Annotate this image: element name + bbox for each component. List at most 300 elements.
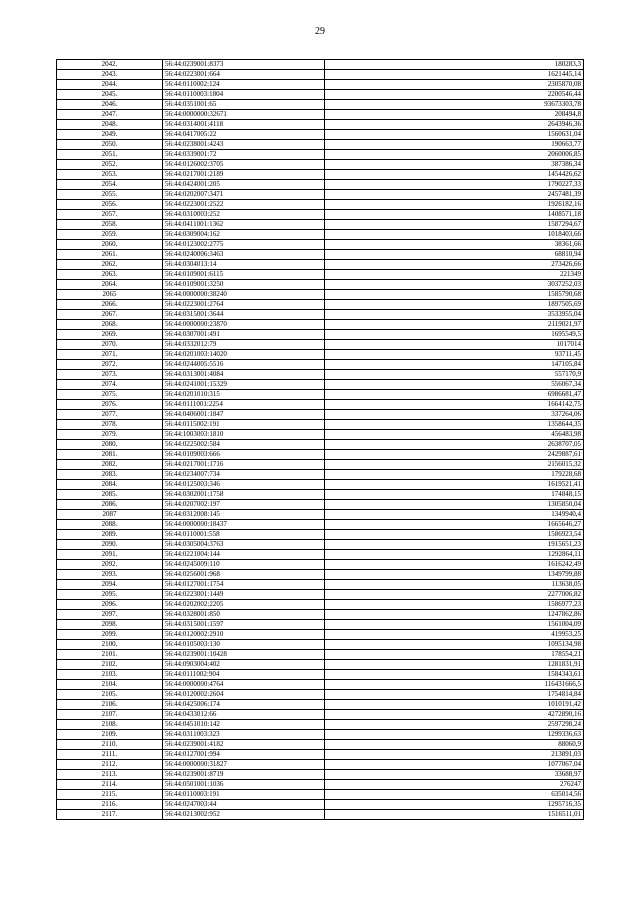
- cadastral-value: 1018403,66: [325, 230, 584, 240]
- table-row: [57, 380, 584, 390]
- cadastral-value: 147105,84: [325, 360, 584, 370]
- cadastral-number: 56:44:0406001:1847: [163, 410, 325, 420]
- cadastral-number: 56:44:0223001:1449: [163, 590, 325, 600]
- table-row: [57, 460, 584, 470]
- cadastral-value: 1586977,23: [325, 600, 584, 610]
- row-number: 2100.: [57, 640, 163, 650]
- cadastral-number: 56:44:0903004:402: [163, 660, 325, 670]
- row-number: 2069.: [57, 330, 163, 340]
- cadastral-number: 56:44:0244005:5516: [163, 360, 325, 370]
- table-row: [57, 530, 584, 540]
- cadastral-number: 56:44:0351001:65: [163, 100, 325, 110]
- cadastral-number: 56:44:0425006:174: [163, 700, 325, 710]
- row-number: 2091.: [57, 550, 163, 560]
- row-number: 2048.: [57, 120, 163, 130]
- cadastral-value: 1915651,23: [325, 540, 584, 550]
- table-row: [57, 540, 584, 550]
- table-row: [57, 190, 584, 200]
- row-number: 2049.: [57, 130, 163, 140]
- cadastral-number: 56:44:0256001:968: [163, 570, 325, 580]
- row-number: 2043.: [57, 70, 163, 80]
- table-row: [57, 270, 584, 280]
- cadastral-number: 56:44:0239001:4182: [163, 740, 325, 750]
- cadastral-value: 208494,8: [325, 110, 584, 120]
- row-number: 2080.: [57, 440, 163, 450]
- cadastral-number: 56:44:0223001:2522: [163, 200, 325, 210]
- table-row: [57, 260, 584, 270]
- cadastral-value: 1292864,11: [325, 550, 584, 560]
- table-row: [57, 230, 584, 240]
- cadastral-number: 56:44:0307001:491: [163, 330, 325, 340]
- row-number: 2093.: [57, 570, 163, 580]
- cadastral-number: 56:44:0451010:142: [163, 720, 325, 730]
- cadastral-number: 56:44:0109001:6115: [163, 270, 325, 280]
- row-number: 2057.: [57, 210, 163, 220]
- table-row: [57, 620, 584, 630]
- cadastral-number: 56:44:0241001:15329: [163, 380, 325, 390]
- row-number: 2055.: [57, 190, 163, 200]
- page-number: 29: [315, 26, 325, 37]
- cadastral-number: 56:44:0501001:1036: [163, 780, 325, 790]
- table-row: [57, 240, 584, 250]
- table-row: [57, 420, 584, 430]
- cadastral-value: 1695549,5: [325, 330, 584, 340]
- row-number: 2098.: [57, 620, 163, 630]
- table-row: [57, 690, 584, 700]
- table-row: [57, 60, 584, 70]
- table-row: [57, 410, 584, 420]
- table-row: [57, 580, 584, 590]
- table-row: [57, 610, 584, 620]
- cadastral-value: 1897505,69: [325, 300, 584, 310]
- table-row: [57, 700, 584, 710]
- cadastral-number: 56:44:0240006:3463: [163, 250, 325, 260]
- cadastral-number: 56:44:0424001:205: [163, 180, 325, 190]
- row-number: 2064.: [57, 280, 163, 290]
- cadastral-value: 3533955,04: [325, 310, 584, 320]
- row-number: 2102.: [57, 660, 163, 670]
- cadastral-number: 56:44:0123002:2775: [163, 240, 325, 250]
- cadastral-value: 180283,3: [325, 60, 584, 70]
- row-number: 2058.: [57, 220, 163, 230]
- table-row: [57, 480, 584, 490]
- table-row: [57, 340, 584, 350]
- cadastral-value: 1295716,35: [325, 800, 584, 810]
- cadastral-number: 56:44:0201010:315: [163, 390, 325, 400]
- table-row: [57, 810, 584, 820]
- row-number: 2083.: [57, 470, 163, 480]
- row-number: 2075.: [57, 390, 163, 400]
- cadastral-number: 56:44:0332012:79: [163, 340, 325, 350]
- cadastral-number: 56:44:0127001:994: [163, 750, 325, 760]
- cadastral-value: 213891,03: [325, 750, 584, 760]
- cadastral-number: 56:44:0313001:4084: [163, 370, 325, 380]
- row-number: 2097.: [57, 610, 163, 620]
- cadastral-number: 56:44:0120002:2910: [163, 630, 325, 640]
- cadastral-number: 56:44:0127001:1754: [163, 580, 325, 590]
- row-number: 2071.: [57, 350, 163, 360]
- row-number: 2050.: [57, 140, 163, 150]
- cadastral-number: 56:44:0207002:197: [163, 500, 325, 510]
- row-number: 2095.: [57, 590, 163, 600]
- table-row: [57, 200, 584, 210]
- cadastral-number: 56:44:0339001:72: [163, 150, 325, 160]
- cadastral-number: 56:44:0223001:664: [163, 70, 325, 80]
- cadastral-value: 2643946,36: [325, 120, 584, 130]
- table-row: [57, 280, 584, 290]
- row-number: 2046.: [57, 100, 163, 110]
- table-row: [57, 630, 584, 640]
- cadastral-value: 1664142,75: [325, 400, 584, 410]
- cadastral-number: 56:44:0111002:904: [163, 670, 325, 680]
- table-row: [57, 790, 584, 800]
- cadastral-number: 56:44:0115002:191: [163, 420, 325, 430]
- table-row: [57, 560, 584, 570]
- row-number: 2090.: [57, 540, 163, 550]
- cadastral-number: 56:44:0110001:558: [163, 530, 325, 540]
- cadastral-number: 56:44:0304013:14: [163, 260, 325, 270]
- cadastral-value: 68810,94: [325, 250, 584, 260]
- row-number: 2056.: [57, 200, 163, 210]
- table-row: [57, 660, 584, 670]
- cadastral-value: 276247: [325, 780, 584, 790]
- cadastral-value: 1077067,04: [325, 760, 584, 770]
- row-number: 2096.: [57, 600, 163, 610]
- table-row: [57, 110, 584, 120]
- table-row: [57, 220, 584, 230]
- row-number: 2066.: [57, 300, 163, 310]
- cadastral-value: 2119021,97: [325, 320, 584, 330]
- cadastral-number: 56:44:0000000:32671: [163, 110, 325, 120]
- cadastral-value: 2200546,44: [325, 90, 584, 100]
- cadastral-value: 88060,9: [325, 740, 584, 750]
- cadastral-number: 56:44:0109003:666: [163, 450, 325, 460]
- cadastral-value: 4272890,16: [325, 710, 584, 720]
- table-row: [57, 180, 584, 190]
- cadastral-number: 56:44:0328001:850: [163, 610, 325, 620]
- cadastral-number: 56:44:0000000:38240: [163, 290, 325, 300]
- table-row: [57, 520, 584, 530]
- cadastral-value: 1561004,09: [325, 620, 584, 630]
- row-number: 2082.: [57, 460, 163, 470]
- table-row: [57, 320, 584, 330]
- table-row: [57, 770, 584, 780]
- cadastral-value: 116431666,5: [325, 680, 584, 690]
- cadastral-value: 38361,66: [325, 240, 584, 250]
- row-number: 2042.: [57, 60, 163, 70]
- cadastral-number: 56:44:0225002:584: [163, 440, 325, 450]
- table-row: [57, 740, 584, 750]
- cadastral-number: 56:44:0202002:2205: [163, 600, 325, 610]
- table-row: [57, 670, 584, 680]
- table-row: [57, 800, 584, 810]
- table-row: [57, 360, 584, 370]
- table-row: [57, 490, 584, 500]
- cadastral-number: 56:44:0314001:4118: [163, 120, 325, 130]
- table-row: [57, 300, 584, 310]
- table-row: [57, 90, 584, 100]
- cadastral-value: 2429887,61: [325, 450, 584, 460]
- table-row: [57, 590, 584, 600]
- table-row: [57, 390, 584, 400]
- cadastral-value: 1408571,18: [325, 210, 584, 220]
- cadastral-value: 1665646,27: [325, 520, 584, 530]
- table-row: [57, 160, 584, 170]
- row-number: 2072.: [57, 360, 163, 370]
- row-number: 2088.: [57, 520, 163, 530]
- row-number: 2101.: [57, 650, 163, 660]
- row-number: 2084.: [57, 480, 163, 490]
- row-number: 2053.: [57, 170, 163, 180]
- table-row: [57, 350, 584, 360]
- cadastral-number: 56:44:0125003:346: [163, 480, 325, 490]
- cadastral-value: 1010191,42: [325, 700, 584, 710]
- cadastral-number: 56:44:0111001:2254: [163, 400, 325, 410]
- cadastral-value: 93673303,78: [325, 100, 584, 110]
- row-number: 2108.: [57, 720, 163, 730]
- cadastral-number: 56:44:0213002:952: [163, 810, 325, 820]
- cadastral-number: 56:44:0245009:110: [163, 560, 325, 570]
- row-number: 2070.: [57, 340, 163, 350]
- cadastral-number: 56:44:0120002:2604: [163, 690, 325, 700]
- table-row: [57, 70, 584, 80]
- table-row: [57, 510, 584, 520]
- table-row: [57, 100, 584, 110]
- row-number: 2104.: [57, 680, 163, 690]
- cadastral-number: 56:44:0239001:8373: [163, 60, 325, 70]
- cadastral-value: 1349799,88: [325, 570, 584, 580]
- cadastral-value: 2597298,24: [325, 720, 584, 730]
- cadastral-number: 56:44:0202007:3471: [163, 190, 325, 200]
- table-row: [57, 330, 584, 340]
- row-number: 2112.: [57, 760, 163, 770]
- cadastral-number: 56:44:0221004:144: [163, 550, 325, 560]
- row-number: 2092.: [57, 560, 163, 570]
- cadastral-value: 1586923,54: [325, 530, 584, 540]
- cadastral-value: 1587294,67: [325, 220, 584, 230]
- cadastral-number: 56:44:0239001:8719: [163, 770, 325, 780]
- cadastral-number: 56:44:0239001:10428: [163, 650, 325, 660]
- cadastral-number: 56:44:0302001:1758: [163, 490, 325, 500]
- cadastral-number: 56:44:0312008:145: [163, 510, 325, 520]
- table-row: [57, 430, 584, 440]
- row-number: 2089.: [57, 530, 163, 540]
- table-row: [57, 140, 584, 150]
- registry-table: [56, 59, 584, 820]
- row-number: 2114.: [57, 780, 163, 790]
- cadastral-value: 190663,77: [325, 140, 584, 150]
- cadastral-value: 387386,34: [325, 160, 584, 170]
- cadastral-number: 56:44:0000000:23870: [163, 320, 325, 330]
- row-number: 2085.: [57, 490, 163, 500]
- table-row: [57, 710, 584, 720]
- cadastral-number: 56:44:0305004:3763: [163, 540, 325, 550]
- table-row: [57, 730, 584, 740]
- table-row: [57, 720, 584, 730]
- cadastral-value: 1358644,35: [325, 420, 584, 430]
- row-number: 2060.: [57, 240, 163, 250]
- row-number: 2117.: [57, 810, 163, 820]
- row-number: 2109.: [57, 730, 163, 740]
- table-row: [57, 470, 584, 480]
- row-number: 2115.: [57, 790, 163, 800]
- cadastral-value: 1247862,86: [325, 610, 584, 620]
- row-number: 2081.: [57, 450, 163, 460]
- row-number: 2054.: [57, 180, 163, 190]
- cadastral-number: 56:44:0223001:2764: [163, 300, 325, 310]
- cadastral-number: 56:44:0247003:44: [163, 800, 325, 810]
- row-number: 2094.: [57, 580, 163, 590]
- row-number: 2063.: [57, 270, 163, 280]
- row-number: 2105.: [57, 690, 163, 700]
- cadastral-value: 337264,06: [325, 410, 584, 420]
- table-row: [57, 680, 584, 690]
- cadastral-value: 1281831,91: [325, 660, 584, 670]
- cadastral-number: 56:44:0201003:14020: [163, 350, 325, 360]
- row-number: 2077.: [57, 410, 163, 420]
- table-row: [57, 570, 584, 580]
- table-row: [57, 760, 584, 770]
- table-row: [57, 450, 584, 460]
- cadastral-value: 2457481,39: [325, 190, 584, 200]
- cadastral-number: 56:44:0217001:1716: [163, 460, 325, 470]
- cadastral-number: 56:44:0126002:3705: [163, 160, 325, 170]
- table-row: [57, 600, 584, 610]
- table-row: [57, 750, 584, 760]
- cadastral-number: 56:44:0000000:4764: [163, 680, 325, 690]
- table-row: [57, 130, 584, 140]
- cadastral-value: 2277006,82: [325, 590, 584, 600]
- cadastral-number: 56:44:0433012:66: [163, 710, 325, 720]
- cadastral-number: 56:44:0315001:3644: [163, 310, 325, 320]
- cadastral-value: 1926182,16: [325, 200, 584, 210]
- registry-table-body: [57, 60, 584, 820]
- table-row: [57, 210, 584, 220]
- row-number: 2078.: [57, 420, 163, 430]
- cadastral-value: 1616242,49: [325, 560, 584, 570]
- cadastral-value: 1584343,61: [325, 670, 584, 680]
- cadastral-value: 174848,15: [325, 490, 584, 500]
- cadastral-value: 179228,68: [325, 470, 584, 480]
- cadastral-value: 1754814,84: [325, 690, 584, 700]
- cadastral-value: 1017014: [325, 340, 584, 350]
- cadastral-number: 56:44:0110002:124: [163, 80, 325, 90]
- row-number: 2073.: [57, 370, 163, 380]
- cadastral-value: 1349940,4: [325, 510, 584, 520]
- row-number: 2099.: [57, 630, 163, 640]
- cadastral-value: 273426,66: [325, 260, 584, 270]
- cadastral-number: 56:44:1003003:1810: [163, 430, 325, 440]
- row-number: 2110.: [57, 740, 163, 750]
- row-number: 2111.: [57, 750, 163, 760]
- cadastral-value: 419953,25: [325, 630, 584, 640]
- table-row: [57, 440, 584, 450]
- cadastral-value: 557170,9: [325, 370, 584, 380]
- cadastral-number: 56:44:0217001:2189: [163, 170, 325, 180]
- table-row: [57, 400, 584, 410]
- cadastral-value: 178554,21: [325, 650, 584, 660]
- table-row: [57, 500, 584, 510]
- table-row: [57, 370, 584, 380]
- cadastral-value: 635014,56: [325, 790, 584, 800]
- cadastral-value: 2156015,32: [325, 460, 584, 470]
- cadastral-number: 56:44:0110003:191: [163, 790, 325, 800]
- row-number: 2113.: [57, 770, 163, 780]
- table-row: [57, 170, 584, 180]
- cadastral-value: 1621445,14: [325, 70, 584, 80]
- cadastral-number: 56:44:0315001:1597: [163, 620, 325, 630]
- row-number: 2061.: [57, 250, 163, 260]
- cadastral-number: 56:44:0234007:734: [163, 470, 325, 480]
- cadastral-value: 3037252,03: [325, 280, 584, 290]
- row-number: 2044.: [57, 80, 163, 90]
- cadastral-number: 56:44:0238001:4243: [163, 140, 325, 150]
- row-number: 2052.: [57, 160, 163, 170]
- cadastral-value: 2060006,85: [325, 150, 584, 160]
- row-number: 2087: [57, 510, 163, 520]
- row-number: 2045.: [57, 90, 163, 100]
- cadastral-value: 1560631,04: [325, 130, 584, 140]
- row-number: 2079.: [57, 430, 163, 440]
- cadastral-value: 221349: [325, 270, 584, 280]
- table-row: [57, 250, 584, 260]
- cadastral-value: 1790227,33: [325, 180, 584, 190]
- table-row: [57, 310, 584, 320]
- cadastral-value: 113638,05: [325, 580, 584, 590]
- cadastral-value: 1305850,04: [325, 500, 584, 510]
- cadastral-value: 1619521,41: [325, 480, 584, 490]
- cadastral-value: 6986681,47: [325, 390, 584, 400]
- cadastral-value: 1516511,01: [325, 810, 584, 820]
- row-number: 2065: [57, 290, 163, 300]
- cadastral-number: 56:44:0110003:1804: [163, 90, 325, 100]
- table-row: [57, 120, 584, 130]
- cadastral-number: 56:44:0105003:130: [163, 640, 325, 650]
- cadastral-number: 56:44:0309004:162: [163, 230, 325, 240]
- row-number: 2103.: [57, 670, 163, 680]
- cadastral-value: 2638707,05: [325, 440, 584, 450]
- row-number: 2076.: [57, 400, 163, 410]
- cadastral-value: 1454426,62: [325, 170, 584, 180]
- row-number: 2116.: [57, 800, 163, 810]
- row-number: 2086.: [57, 500, 163, 510]
- table-row: [57, 780, 584, 790]
- cadastral-value: 1585790,68: [325, 290, 584, 300]
- row-number: 2068.: [57, 320, 163, 330]
- cadastral-value: 1299336,63: [325, 730, 584, 740]
- row-number: 2107.: [57, 710, 163, 720]
- table-row: [57, 640, 584, 650]
- cadastral-number: 56:44:0311003:323: [163, 730, 325, 740]
- cadastral-number: 56:44:0109001:3250: [163, 280, 325, 290]
- cadastral-value: 456483,98: [325, 430, 584, 440]
- cadastral-number: 56:44:0411001:1362: [163, 220, 325, 230]
- table-row: [57, 650, 584, 660]
- row-number: 2067.: [57, 310, 163, 320]
- cadastral-number: 56:44:0000000:18437: [163, 520, 325, 530]
- row-number: 2047.: [57, 110, 163, 120]
- cadastral-value: 2305870,08: [325, 80, 584, 90]
- table-row: [57, 290, 584, 300]
- row-number: 2106.: [57, 700, 163, 710]
- cadastral-value: 1095134,98: [325, 640, 584, 650]
- cadastral-number: 56:44:0417005:22: [163, 130, 325, 140]
- row-number: 2051.: [57, 150, 163, 160]
- table-row: [57, 150, 584, 160]
- cadastral-number: 56:44:0000000:31827: [163, 760, 325, 770]
- cadastral-value: 556067,34: [325, 380, 584, 390]
- cadastral-number: 56:44:0310003:252: [163, 210, 325, 220]
